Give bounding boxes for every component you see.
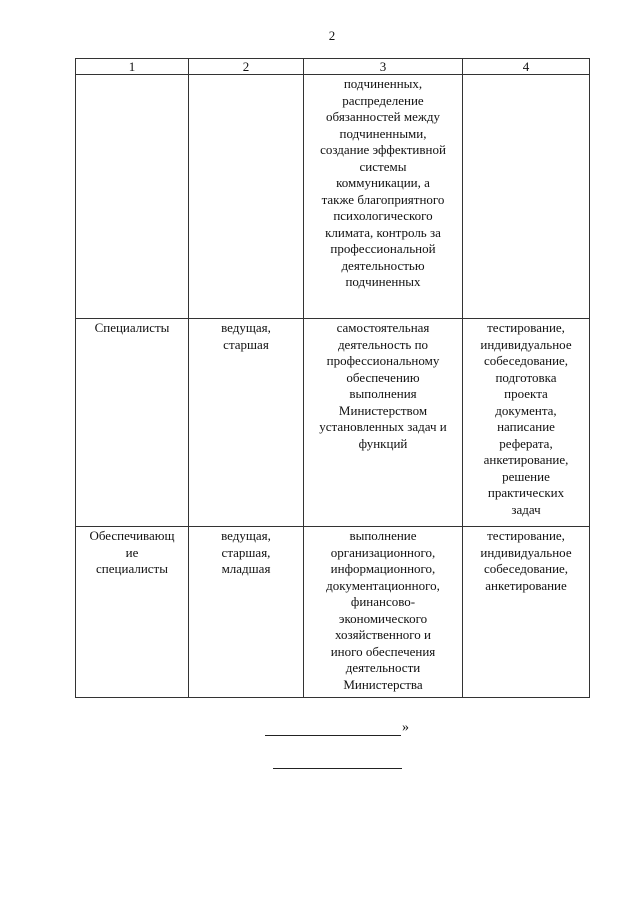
table-header-row xyxy=(76,59,590,75)
qualification-table xyxy=(75,58,590,698)
column-header: 3 xyxy=(304,59,463,75)
table-row xyxy=(76,319,590,527)
page-number: 2 xyxy=(328,28,336,43)
category-cell: Специалисты xyxy=(76,319,189,527)
duties-cell: подчиненных, распределение обязанностей между подчиненными, создание эффективной системы коммуникации, а также благоприятного психологического климата, контроль за профессиональной деятельностью подчиненных xyxy=(304,75,463,319)
signature-line xyxy=(265,735,401,736)
date-line xyxy=(273,768,402,769)
category-cell: Обеспечивающ ие специалисты xyxy=(76,527,189,698)
table-row xyxy=(76,527,590,698)
column-header: 1 xyxy=(76,59,189,75)
signature-closing-quote: » xyxy=(402,720,409,735)
column-header: 4 xyxy=(463,59,590,75)
group-cell: ведущая, старшая xyxy=(189,319,304,527)
table-row xyxy=(76,75,590,319)
category-cell xyxy=(76,75,189,319)
group-cell xyxy=(189,75,304,319)
methods-cell: тестирование, индивидуальное собеседование, анкетирование xyxy=(463,527,590,698)
methods-cell: тестирование, индивидуальное собеседование, подготовка проекта документа, написание реферата, анкетирование, решение практических задач xyxy=(463,319,590,527)
column-header: 2 xyxy=(189,59,304,75)
duties-cell: выполнение организационного, информационного, документационного, финансово- экономического хозяйственного и иного обеспечения деятельности Министерства xyxy=(304,527,463,698)
methods-cell xyxy=(463,75,590,319)
group-cell: ведущая, старшая, младшая xyxy=(189,527,304,698)
duties-cell: самостоятельная деятельность по профессиональному обеспечению выполнения Министерством установленных задач и функций xyxy=(304,319,463,527)
